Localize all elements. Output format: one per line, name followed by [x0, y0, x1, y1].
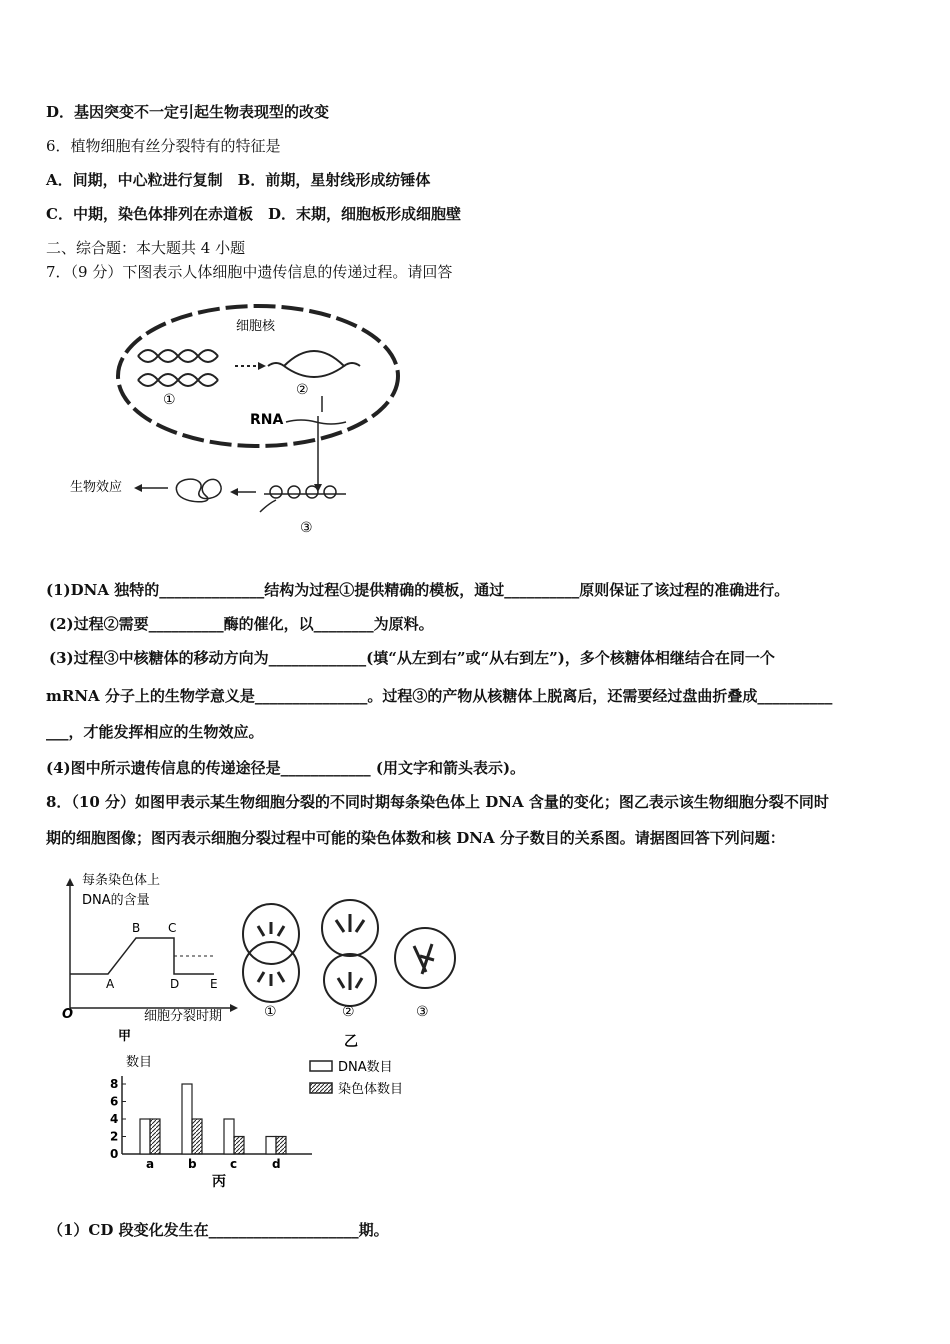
- category-label-c: c: [230, 1157, 238, 1171]
- legend-chromosome-label: 染色体数目: [338, 1082, 404, 1097]
- q7-part1: (1)DNA 独特的______________结构为过程①提供精确的模板，通过__________原则保证了该过程的准确进行。: [46, 581, 790, 599]
- bar-c-dna: [224, 1119, 234, 1154]
- category-label-d: d: [272, 1157, 281, 1171]
- category-label-a: a: [146, 1157, 155, 1171]
- bar-b-dna: [182, 1084, 192, 1154]
- jia-origin: O: [62, 1007, 74, 1022]
- bar-d-chromosome: [276, 1137, 286, 1155]
- jia-caption: 甲: [118, 1029, 132, 1044]
- marker-3: ③: [300, 520, 313, 536]
- yi-marker-2: ②: [342, 1004, 355, 1020]
- legend-dna-swatch: [310, 1061, 332, 1071]
- jia-ylabel-2: DNA的含量: [82, 893, 150, 908]
- yi-marker-3: ③: [416, 1004, 429, 1020]
- gene-expression-figure: [60, 298, 420, 546]
- figure-jia: [58, 866, 248, 1046]
- q6-stem: 6．植物细胞有丝分裂特有的特征是: [46, 137, 281, 155]
- cell-anaphase-icon: [243, 904, 299, 1002]
- marker-1: ①: [163, 392, 176, 408]
- q6-options-ab: A．间期，中心粒进行复制 B．前期，星射线形成纺锤体: [46, 171, 431, 189]
- bar-c-chromosome: [234, 1137, 244, 1155]
- ribosome-chain-icon: [260, 486, 346, 512]
- q8-stem-line2: 期的细胞图像；图丙表示细胞分裂过程中可能的染色体数和核 DNA 分子数目的关系图。请据图回答下列问题：: [46, 829, 785, 847]
- bar-b-chromosome: [192, 1119, 202, 1154]
- bing-ytick-label: 2: [110, 1129, 119, 1144]
- yi-marker-1: ①: [264, 1004, 277, 1020]
- bing-ylabel: 数目: [126, 1055, 153, 1070]
- transcription-bubble-icon: [268, 351, 360, 377]
- bing-ytick-label: 8: [110, 1077, 119, 1091]
- q7-part3-line3: ___，才能发挥相应的生物效应。: [46, 723, 264, 741]
- marker-2: ②: [296, 382, 309, 398]
- jia-ylabel-1: 每条染色体上: [82, 873, 161, 888]
- jia-point-c: C: [168, 921, 177, 935]
- legend-chromosome-swatch: [310, 1083, 332, 1093]
- jia-point-a: A: [106, 977, 115, 991]
- bing-caption: 丙: [212, 1174, 226, 1190]
- figure-bing-chart: [100, 1048, 430, 1192]
- q5-option-d: D．基因突变不一定引起生物表现型的改变: [46, 103, 330, 121]
- figure-yi: [238, 896, 468, 1050]
- q7-part3-line2: mRNA 分子上的生物学意义是_______________。过程③的产物从核糖体上脱离后，还需要经过盘曲折叠成__________: [46, 687, 833, 705]
- effect-label: 生物效应: [70, 480, 123, 495]
- q6-options-cd: C．中期，染色体排列在赤道板 D．末期，细胞板形成细胞壁: [46, 205, 461, 223]
- q7-stem: 7．（9 分）下图表示人体细胞中遗传信息的传递过程。请回答: [46, 263, 453, 281]
- bar-a-dna: [140, 1119, 150, 1154]
- bar-d-dna: [266, 1137, 276, 1155]
- yi-caption: 乙: [344, 1034, 358, 1050]
- jia-point-b: B: [132, 921, 141, 935]
- jia-xlabel: 细胞分裂时期: [144, 1009, 223, 1024]
- jia-point-d: D: [170, 977, 180, 991]
- rna-label: RNA: [250, 412, 284, 428]
- q7-part2: (2)过程②需要__________酶的催化，以________为原料。: [49, 615, 434, 633]
- q7-part4: (4)图中所示遗传信息的传递途径是____________ (用文字和箭头表示)。: [46, 759, 526, 777]
- bing-ytick-label: 4: [110, 1112, 119, 1126]
- category-label-b: b: [188, 1157, 197, 1171]
- bar-a-chromosome: [150, 1119, 160, 1154]
- bing-ytick-label: 6: [110, 1094, 119, 1109]
- cell-metaphase-icon: [395, 928, 455, 988]
- bing-ytick-label: 0: [110, 1147, 119, 1161]
- jia-point-e: E: [210, 977, 218, 991]
- q8-part1: （1）CD 段变化发生在____________________期。: [48, 1221, 389, 1239]
- nucleus-label: 细胞核: [236, 319, 276, 334]
- folded-protein-icon: [176, 479, 221, 502]
- q8-stem-line1: 8．（10 分）如图甲表示某生物细胞分裂的不同时期每条染色体上 DNA 含量的变化；图乙表示该生物细胞分裂不同时: [46, 793, 829, 811]
- cell-telophase-icon: [322, 900, 378, 1006]
- legend-dna-label: DNA数目: [338, 1060, 393, 1075]
- dna-double-helix-icon: [138, 350, 218, 386]
- section-title: 二、综合题：本大题共 4 小题: [46, 239, 246, 257]
- q7-part3-line1: (3)过程③中核糖体的移动方向为_____________(填“从左到右”或“从右到左”)，多个核糖体相继结合在同一个: [49, 649, 775, 667]
